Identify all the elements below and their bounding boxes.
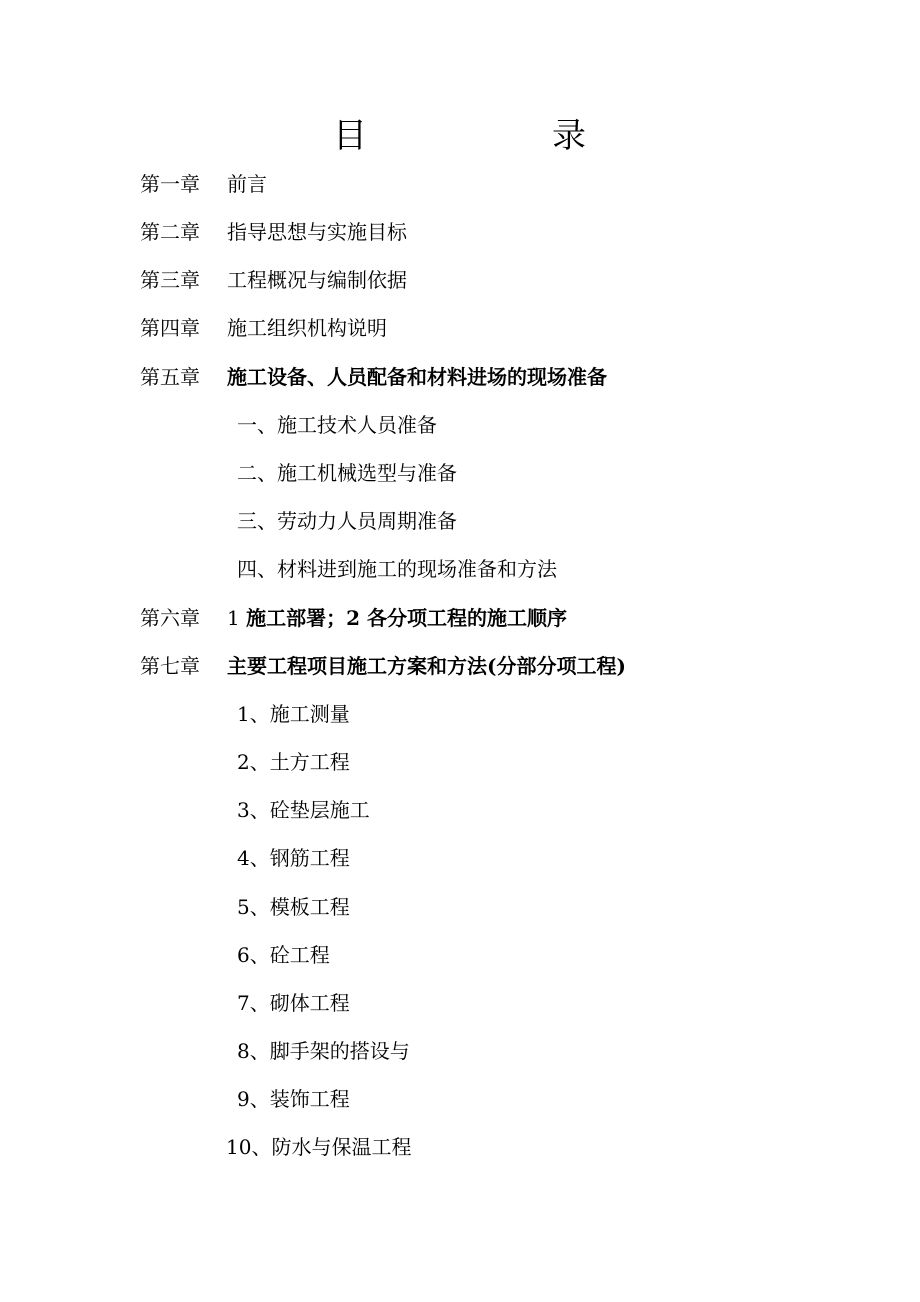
chapter-title: 施工部署；2 各分项工程的施工顺序 (246, 606, 567, 630)
section-title: 9、装饰工程 (237, 1087, 350, 1111)
chapter-label: 第六章 (140, 606, 200, 630)
chapter-label: 第七章 (140, 654, 200, 678)
chapter-title: 指导思想与实施目标 (227, 220, 407, 244)
section-title: 1、施工测量 (237, 702, 350, 726)
section-title: 6、砼工程 (237, 943, 330, 967)
section-title: 7、砌体工程 (237, 991, 350, 1015)
section-title: 8、脚手架的搭设与 (237, 1039, 410, 1063)
section-title: 4、钢筋工程 (237, 846, 350, 870)
section-title: 三、劳动力人员周期准备 (237, 509, 457, 533)
section-title: 四、材料进到施工的现场准备和方法 (237, 557, 557, 581)
chapter-title-group (227, 604, 567, 632)
section-title: 一、施工技术人员准备 (237, 413, 437, 437)
chapter-title: 施工设备、人员配备和材料进场的现场准备 (227, 365, 607, 389)
section-title: 2、土方工程 (237, 750, 350, 774)
chapter-number-prefix: 1 (227, 606, 247, 630)
section-title: 3、砼垫层施工 (237, 798, 370, 822)
section-title: 10、防水与保温工程 (226, 1135, 412, 1159)
chapter-label: 第三章 (140, 268, 200, 292)
toc-title (0, 112, 920, 160)
toc-title-char-1: 目 (333, 116, 367, 156)
chapter-label: 第四章 (140, 316, 200, 340)
chapter-title: 施工组织机构说明 (227, 316, 387, 340)
section-title: 5、模板工程 (237, 895, 350, 919)
chapter-label: 第一章 (140, 172, 200, 196)
section-title: 二、施工机械选型与准备 (237, 461, 457, 485)
chapter-title: 前言 (227, 172, 267, 196)
toc-title-char-2: 录 (552, 116, 586, 156)
chapter-label: 第二章 (140, 220, 200, 244)
chapter-title: 主要工程项目施工方案和方法(分部分项工程) (227, 654, 626, 678)
chapter-label: 第五章 (140, 365, 200, 389)
chapter-title: 工程概况与编制依据 (227, 268, 407, 292)
